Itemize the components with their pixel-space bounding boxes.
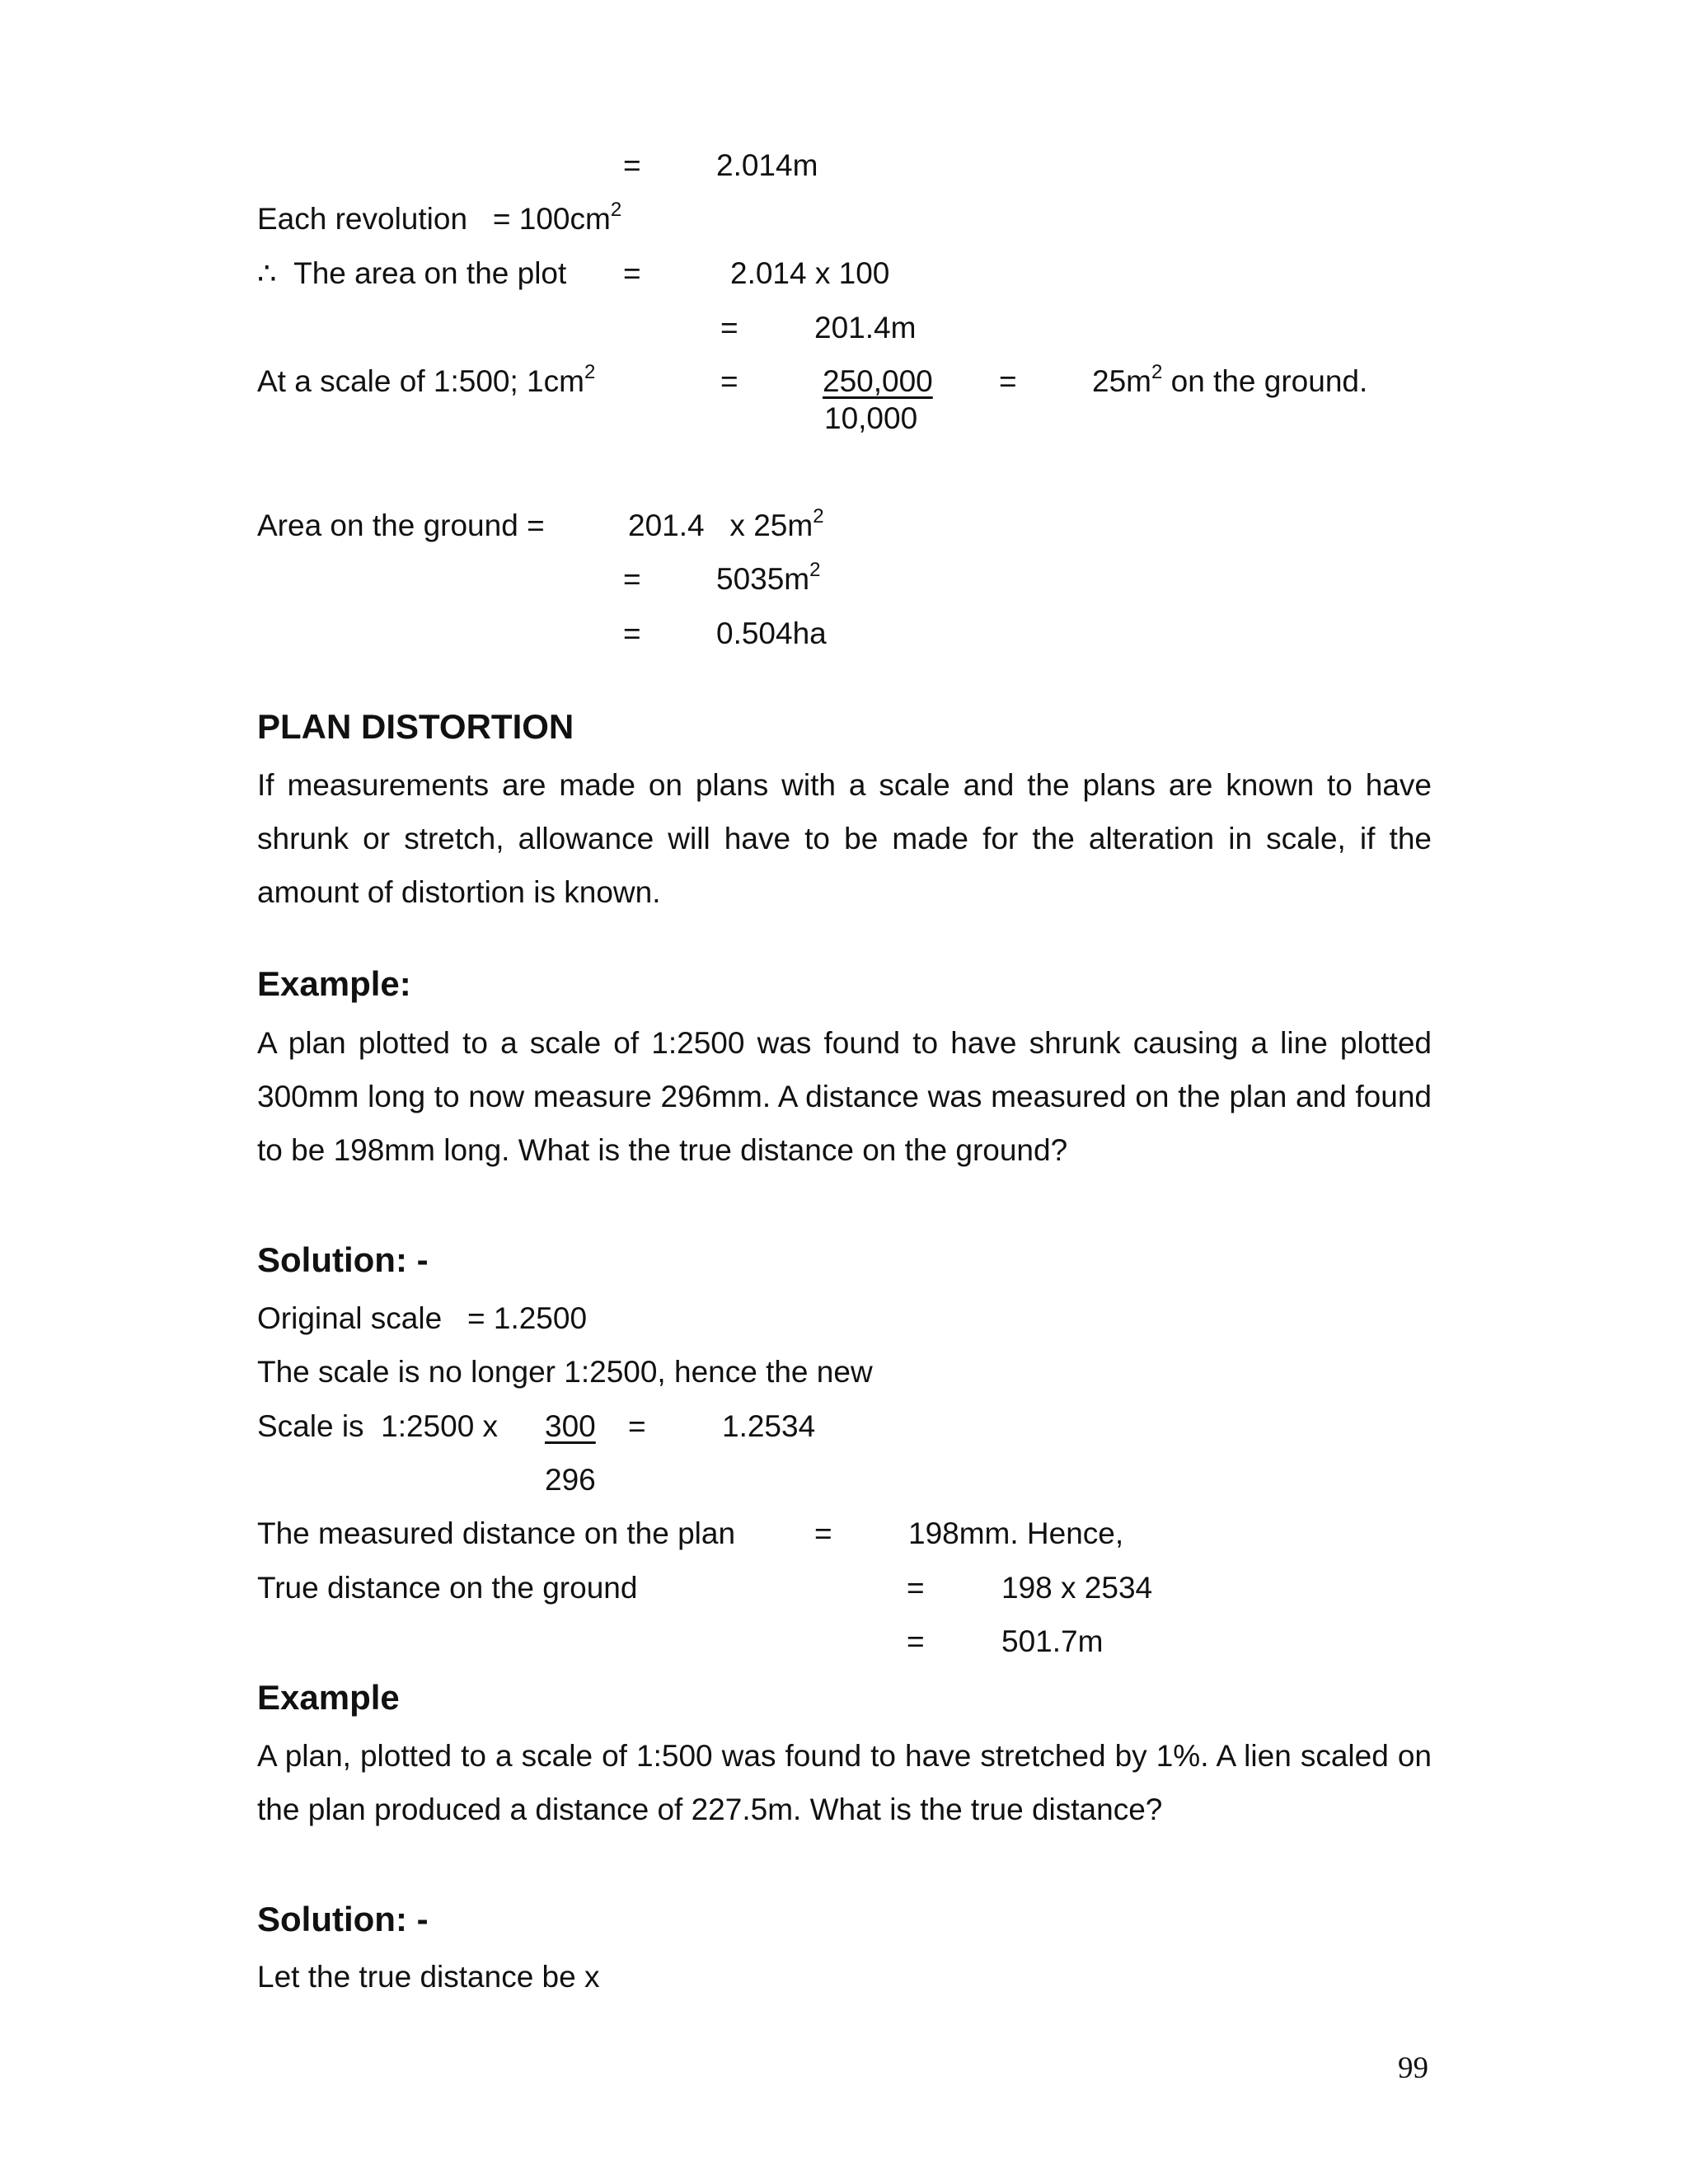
equals-sign: = <box>623 256 641 290</box>
equals-sign: = <box>720 364 738 398</box>
example-heading: Example <box>257 1678 400 1717</box>
solution-heading: Solution: - <box>257 1900 429 1938</box>
therefore-symbol: ∴ <box>257 256 277 290</box>
measured-distance-value: 198mm. Hence, <box>908 1516 1124 1550</box>
area-ground-label: Area on the ground = <box>257 509 545 542</box>
scale-changed-line: The scale is no longer 1:2500, hence the new <box>257 1355 873 1389</box>
equals-sign: = <box>623 616 641 650</box>
revolution-label: Each revolution <box>257 202 468 236</box>
solution-line: Let the true distance be x <box>257 1960 600 1994</box>
original-scale-line: Original scale = 1.2500 <box>257 1301 588 1335</box>
area-ground-line <box>628 505 824 544</box>
plot-area-text: The area on the plot <box>293 256 567 290</box>
equals-sign: = <box>814 1516 832 1550</box>
exponent: 2 <box>584 361 596 383</box>
example-heading: Example: <box>257 964 411 1003</box>
exponent: 2 <box>813 505 824 527</box>
page-number: 99 <box>1398 2051 1428 2085</box>
ground-area-value: 25m <box>1092 364 1151 398</box>
example-paragraph: A plan, plotted to a scale of 1:500 was found to have stretched by 1%. A lien scaled on the plan produced a distance of 227.5m. What is the true distance? <box>257 1739 1432 1826</box>
plot-area-value: 2.014 x 100 <box>730 256 890 290</box>
measured-distance-label: The measured distance on the plan <box>257 1516 736 1550</box>
fraction-numerator: 300 <box>545 1409 596 1443</box>
plot-area-result: 201.4m <box>814 311 917 344</box>
area-m2-value: 5035m <box>716 562 810 596</box>
section-paragraph: If measurements are made on plans with a scale and the plans are known to have shrunk or stretch, allowance will have to be made for the alteration in scale, if the amount of distortion is known. <box>257 768 1432 909</box>
exponent: 2 <box>809 559 821 581</box>
area-ground-value: 201.4 x 25m <box>628 509 814 542</box>
area-ha-value: 0.504ha <box>716 616 827 650</box>
revolution-line <box>257 201 621 237</box>
scale-label: At a scale of 1:500; 1cm <box>257 364 584 398</box>
equals-sign: = <box>907 1624 925 1658</box>
scale-line <box>257 363 595 400</box>
true-distance-label: True distance on the ground <box>257 1571 638 1605</box>
new-scale-result: 1.2534 <box>722 1409 816 1443</box>
section-heading: PLAN DISTORTION <box>257 707 574 746</box>
fraction-numerator: 250,000 <box>823 364 933 398</box>
equals-sign: = <box>907 1571 925 1605</box>
equals-sign: = <box>623 148 641 182</box>
true-distance-calc: 198 x 2534 <box>1001 1571 1153 1605</box>
revolution-value: = 100cm <box>492 202 611 236</box>
equals-sign: = <box>720 311 738 344</box>
equals-sign: = <box>999 364 1017 398</box>
fraction-denominator: 296 <box>545 1463 596 1497</box>
exponent: 2 <box>1151 361 1163 383</box>
calc-value: 2.014m <box>716 148 818 182</box>
ground-area-suffix: on the ground. <box>1162 364 1368 398</box>
equals-sign: = <box>628 1409 646 1443</box>
exponent: 2 <box>610 199 622 221</box>
ground-area-line <box>1092 363 1367 400</box>
area-m2-line <box>716 561 821 598</box>
equals-sign: = <box>623 562 641 596</box>
solution-heading: Solution: - <box>257 1240 429 1279</box>
new-scale-prefix: Scale is 1:2500 x <box>257 1409 499 1443</box>
example-paragraph: A plan plotted to a scale of 1:2500 was found to have shrunk causing a line plotted 300mm long to now measure 296mm. A distance was measured on the plan and found to be 198mm long. What is the true distance on the ground? <box>257 1026 1432 1167</box>
plot-area-label <box>257 255 566 292</box>
fraction-denominator: 10,000 <box>824 401 918 435</box>
true-distance-result: 501.7m <box>1001 1624 1104 1658</box>
